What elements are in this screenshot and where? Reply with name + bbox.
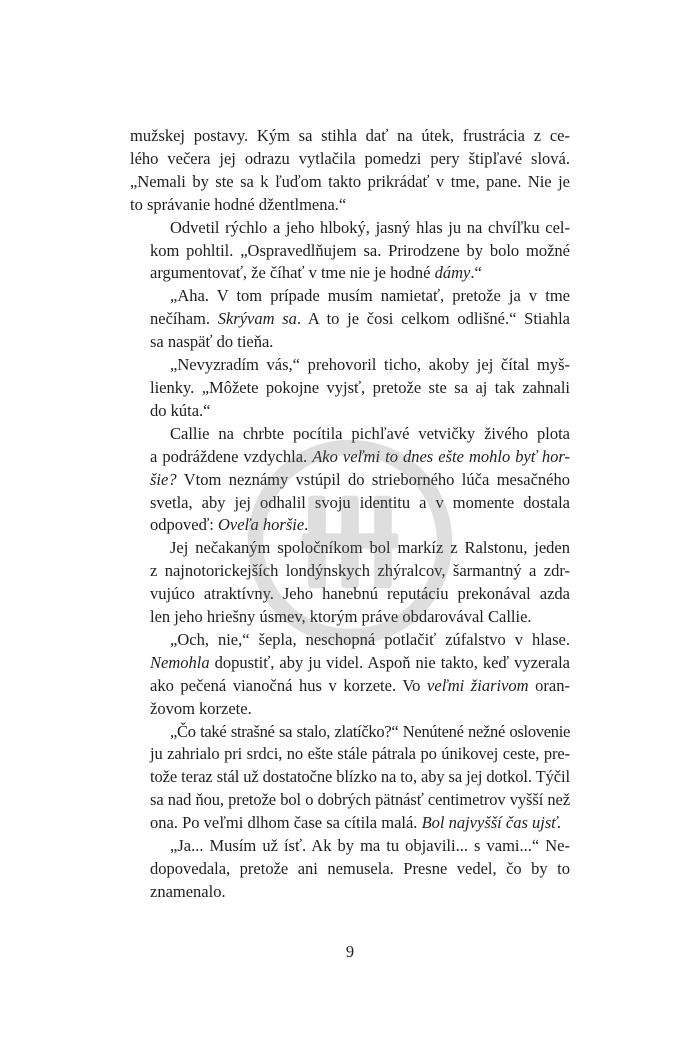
text-line: [130, 377, 570, 400]
text-line: [130, 560, 570, 583]
text-run: Vtom neznámy vstúpil do strieborného lúča mesačného: [176, 469, 570, 489]
text-line: [130, 881, 570, 904]
text-run: „Nevyzradím vás,“ prehovoril ticho, akoby jej čítal myš-: [170, 355, 570, 375]
text-run: lienky. „Môžete pokojne vyjsť, pretože ste sa aj tak zahnali: [150, 377, 570, 397]
text-line: [130, 171, 570, 194]
text-run: . A to je čosi celkom odlišné.“ Stiahla: [296, 309, 571, 329]
text-run: „Nemali by ste sa k ľuďom takto prikrádať v tme, pane. Nie je: [130, 171, 570, 191]
text-run: Jej nečakaným spoločníkom bol markíz z Ralstonu, jeden: [170, 538, 570, 558]
text-run: .“: [470, 263, 482, 283]
text-run: z najnotorickejších londýnskych zhýralcov, šarmantný a zdr-: [150, 561, 570, 581]
text-line: [130, 194, 570, 217]
text-run: znamenalo.: [150, 881, 226, 901]
text-line: [130, 606, 570, 629]
text-run: „Aha. V tom prípade musím namietať, pretože ja v tme: [170, 286, 570, 306]
italic-text: Bol najvyšší čas ujsť.: [421, 813, 562, 833]
text-run: svetla, aby jej odhalil svoju identitu a v momente dostala: [150, 492, 570, 512]
italic-text: šie?: [150, 469, 177, 489]
text-line: [130, 743, 570, 766]
text-line: [150, 537, 570, 560]
text-run: „Och, nie,“ šepla, neschopná potlačiť zúfalstvo v hlase.: [170, 629, 570, 649]
italic-text: dámy: [434, 263, 471, 283]
text-run: mužskej postavy. Kým sa stihla dať na útek, frustrácia z ce-: [130, 126, 570, 145]
text-run: .: [304, 515, 309, 535]
text-line: [130, 240, 570, 263]
text-line: [130, 400, 570, 423]
paragraph: [130, 423, 570, 538]
text-run: ona. Po veľmi dlhom čase sa cítila malá.: [150, 813, 422, 833]
text-run: nečíham.: [150, 309, 218, 329]
text-line: [130, 262, 570, 285]
text-run: dopovedala, pretože ani nemusela. Presne vedel, čo by to: [150, 859, 570, 878]
text-line: [130, 446, 570, 469]
text-run: len jeho hriešny úsmev, ktorým práve obdarovával Callie.: [150, 607, 532, 627]
text-line: [130, 698, 570, 721]
text-line: [130, 469, 570, 492]
paragraph: [130, 629, 570, 721]
text-line: [130, 812, 570, 835]
text-line: [130, 675, 570, 698]
paragraph: [130, 537, 570, 629]
text-line: [130, 514, 570, 537]
paragraph: [130, 125, 570, 217]
paragraph: [130, 285, 570, 354]
text-run: ako pečená vianočná hus v korzete. Vo: [150, 675, 428, 695]
text-run: vujúco atraktívny. Jeho hanebnú reputáciu prekonával azda: [150, 584, 570, 604]
page-number: 9: [345, 942, 355, 961]
text-line: [150, 835, 570, 858]
text-run: a podráždene vzdychla.: [150, 446, 313, 466]
text-line: [150, 285, 570, 308]
text-line: [130, 331, 570, 354]
text-run: sa nad ňou, pretože bol o dobrých pätnásť centimetrov vyšší než: [150, 790, 570, 810]
body-text: [130, 125, 570, 904]
text-line: [130, 858, 570, 881]
text-line: [130, 789, 570, 812]
text-line: [130, 308, 570, 331]
text-line: [130, 148, 570, 171]
italic-text: Skrývam sa: [217, 309, 297, 329]
paragraph: [130, 354, 570, 423]
text-run: „Ja... Musím už ísť. Ak by ma tu objavili... s vami...“ Ne-: [170, 836, 570, 856]
text-run: do kúta.“: [150, 400, 211, 420]
text-line: [130, 492, 570, 515]
text-run: argumentovať, že číhať v tme nie je hodné: [150, 263, 435, 283]
italic-text: Nemohla: [150, 652, 210, 672]
paragraph: [130, 217, 570, 286]
text-run: ju zahrialo pri srdci, no ešte stále pátrala po únikovej ceste, pre-: [150, 744, 570, 764]
text-run: odpoveď:: [150, 515, 218, 535]
italic-text: Ako veľmi to dnes ešte mohlo byť hor-: [312, 446, 570, 466]
text-run: lého večera jej odrazu vytlačila pomedzi pery štipľavé slová.: [130, 148, 570, 168]
text-run: tože teraz stál už dostatočne blízko na to, aby sa jej dotkol. Týčil: [150, 767, 570, 787]
text-run: „Čo také strašné sa stalo, zlatíčko?“ Nenútené nežné oslovenie: [170, 721, 570, 741]
text-line: [150, 217, 570, 240]
text-run: oran-: [528, 675, 570, 695]
text-line: [130, 766, 570, 789]
text-run: Odvetil rýchlo a jeho hlboký, jasný hlas ju na chvíľku cel-: [170, 217, 570, 237]
text-run: Callie na chrbte pocítila pichľavé vetvičky živého plota: [170, 423, 570, 443]
text-line: [130, 652, 570, 675]
italic-text: Oveľa horšie: [217, 515, 305, 535]
text-run: kom pohltil. „Ospravedlňujem sa. Prirodzene by bolo možné: [150, 240, 570, 260]
text-line: [130, 125, 570, 148]
paragraph: [130, 721, 570, 836]
text-run: dopustiť, aby ju videl. Aspoň nie takto, keď vyzerala: [209, 652, 570, 672]
text-line: [150, 354, 570, 377]
text-run: sa naspäť do tieňa.: [150, 332, 274, 352]
text-line: [150, 629, 570, 652]
italic-text: veľmi žiarivom: [427, 675, 529, 695]
text-run: to správanie hodné džentlmena.“: [130, 194, 347, 214]
paragraph: [130, 835, 570, 904]
text-run: žovom korzete.: [150, 698, 252, 718]
text-line: [150, 423, 570, 446]
text-line: [150, 721, 570, 744]
text-line: [130, 583, 570, 606]
